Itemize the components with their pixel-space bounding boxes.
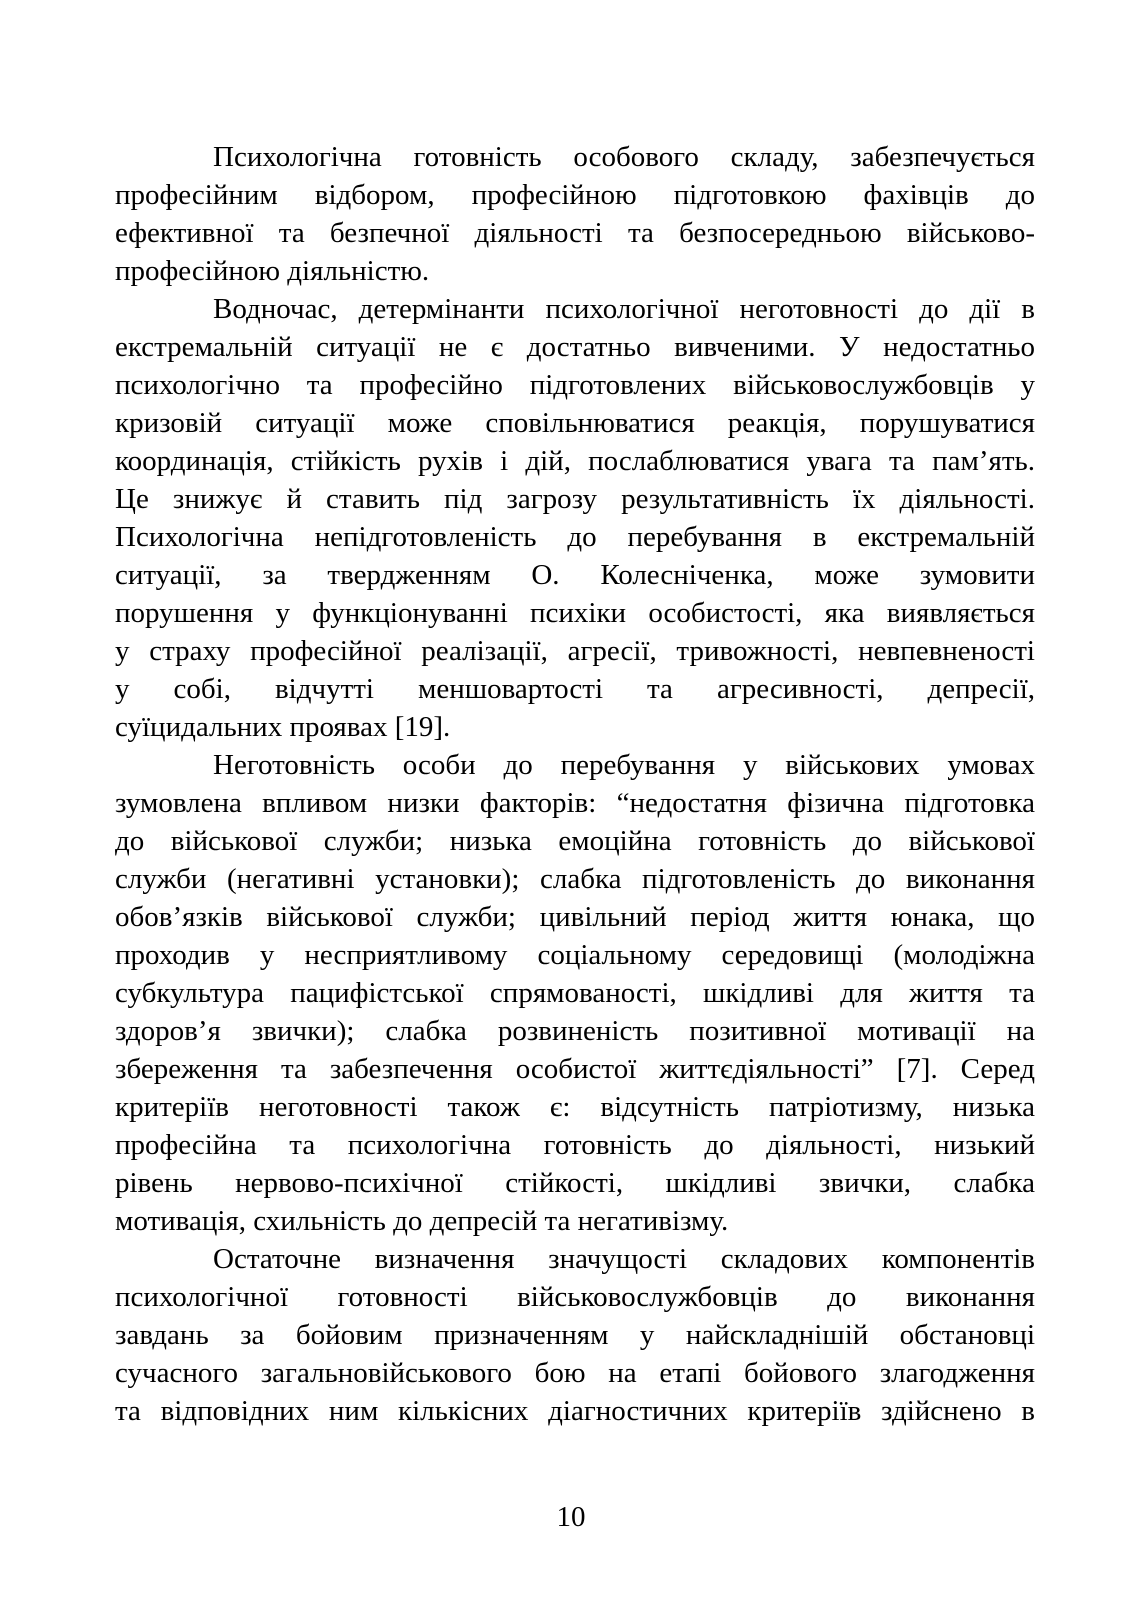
text-line: здоров’я звички); слабка розвиненість позитивної мотивації на [115,1015,1035,1047]
text-line: сучасного загальновійськового бою на етапі бойового злагодження [115,1357,1035,1389]
text-line: до військової служби; низька емоційна готовність до військової [115,825,1035,857]
text-line: психологічної готовності військовослужбовців до виконання [115,1281,1035,1313]
text-line: мотивація, схильність до депресій та негативізму. [115,1205,729,1237]
text-line: проходив у несприятливому соціальному середовищі (молодіжна [115,939,1035,971]
text-line: та відповідних ним кількісних діагностичних критеріїв здійснено в [115,1395,1035,1427]
text-line: обов’язків військової служби; цивільний період життя юнака, що [115,901,1035,933]
text-line: збереження та забезпечення особистої життєдіяльності” [7]. Серед [115,1053,1035,1085]
text-line: Психологічна непідготовленість до перебування в екстремальній [115,521,1035,553]
text-line: Остаточне визначення значущості складових компонентів [213,1243,1035,1275]
page-body [115,138,1035,1430]
paragraph [115,746,1035,1240]
text-line: суїцидальних проявах [19]. [115,711,451,743]
text-line: кризовій ситуації може сповільнюватися реакція, порушуватися [115,407,1035,439]
text-line: координація, стійкість рухів і дій, послаблюватися увага та пам’ять. [115,445,1035,477]
text-line: Психологічна готовність особового складу, забезпечується [213,141,1035,173]
text-line: професійна та психологічна готовність до діяльності, низький [115,1129,1035,1161]
text-line: психологічно та професійно підготовлених військовослужбовців у [115,369,1035,401]
paragraph [115,138,1035,290]
text-line: екстремальній ситуації не є достатньо вивченими. У недостатньо [115,331,1035,363]
paragraph [115,290,1035,746]
text-line: Це знижує й ставить під загрозу результативність їх діяльності. [115,483,1035,515]
text-line: порушення у функціонуванні психіки особистості, яка виявляється [115,597,1035,629]
text-line: професійною діяльністю. [115,255,430,287]
text-line: у страху професійної реалізації, агресії, тривожності, невпевненості [115,635,1035,667]
paragraph [115,1240,1035,1430]
page-number: 10 [556,1501,586,1533]
text-line: зумовлена впливом низки факторів: “недостатня фізична підготовка [115,787,1035,819]
text-line: Неготовність особи до перебування у військових умовах [213,749,1035,781]
text-line: Водночас, детермінанти психологічної неготовності до дії в [213,293,1035,325]
text-line: у собі, відчутті меншовартості та агресивності, депресії, [115,673,1035,705]
text-line: субкультура пацифістської спрямованості, шкідливі для життя та [115,977,1035,1009]
text-line: ефективної та безпечної діяльності та безпосередньою військово- [115,217,1035,249]
text-line: критеріїв неготовності також є: відсутність патріотизму, низька [115,1091,1035,1123]
text-line: професійним відбором, професійною підготовкою фахівців до [115,179,1035,211]
text-line: ситуації, за твердженням О. Колесніченка, може зумовити [115,559,1035,591]
text-line: рівень нервово-психічної стійкості, шкідливі звички, слабка [115,1167,1035,1199]
text-line: завдань за бойовим призначенням у найскладнішій обстановці [115,1319,1035,1351]
text-line: служби (негативні установки); слабка підготовленість до виконання [115,863,1035,895]
